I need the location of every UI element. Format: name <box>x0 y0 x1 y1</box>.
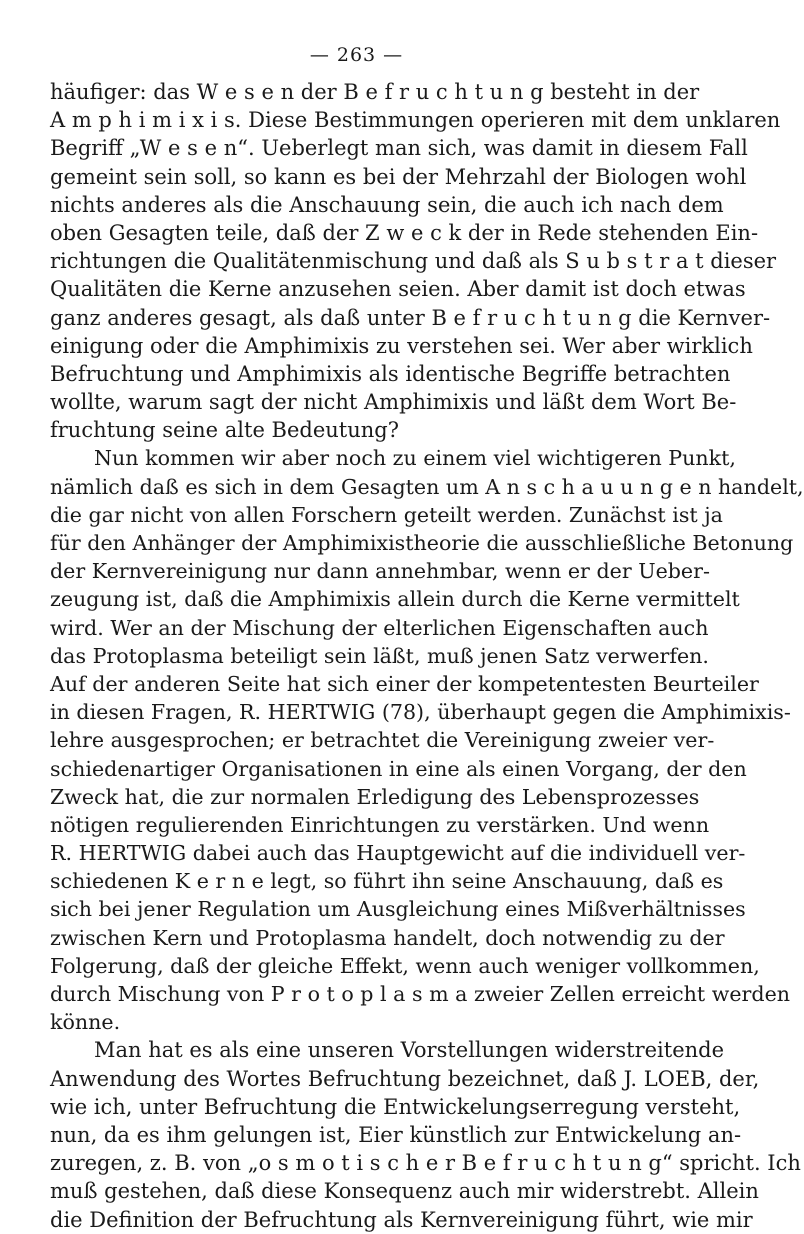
paragraph-1 <box>50 78 781 444</box>
text-line: sich bei jener Regulation um Ausgleichung eines Mißverhältnisses <box>50 897 746 922</box>
text-line: Auf der anderen Seite hat sich einer der kompetentesten Beurteiler <box>50 671 759 696</box>
text-line: Begriff „W e s e n“. Ueberlegt man sich, was damit in diesem Fall <box>50 136 748 161</box>
text-line: durch Mischung von P r o t o p l a s m a zweier Zellen erreicht werden <box>50 982 791 1006</box>
text-body <box>50 78 804 1234</box>
text-line: wird. Wer an der Mischung der elterlichen Eigenschaften auch <box>50 615 709 640</box>
text-line: zwischen Kern und Protoplasma handelt, doch notwendig zu der <box>50 925 725 950</box>
text-line: oben Gesagten teile, daß der Z w e c k der in Rede stehenden Ein- <box>50 220 759 245</box>
text-line: schiedenen K e r n e legt, so führt ihn seine Anschauung, daß es <box>50 869 724 894</box>
text-line: nämlich daß es sich in dem Gesagten um A n s c h a u u n g e n handelt, <box>50 474 804 499</box>
paragraph-3 <box>50 1036 801 1233</box>
text-line: Folgerung, daß der gleiche Effekt, wenn auch weniger vollkommen, <box>50 953 760 978</box>
text-line: häufiger: das W e s e n der B e f r u c h t u n g besteht in der <box>50 80 700 104</box>
text-line: Zweck hat, die zur normalen Erledigung des Lebensprozesses <box>50 784 700 809</box>
text-line: nichts anderes als die Anschauung sein, die auch ich nach dem <box>50 192 724 217</box>
text-line: zuregen, z. B. von „o s m o t i s c h e r B e f r u c h t u n g“ spricht. Ich <box>50 1151 801 1176</box>
page-number: — 263 — <box>309 44 404 66</box>
text-line: einigung oder die Amphimixis zu verstehen sei. Wer aber wirklich <box>50 333 753 358</box>
text-line: nötigen regulierenden Einrichtungen zu verstärken. Und wenn <box>50 812 710 837</box>
text-line: ganz anderes gesagt, als daß unter B e f r u c h t u n g die Kernver- <box>50 305 771 330</box>
text-line: zeugung ist, daß die Amphimixis allein durch die Kerne vermittelt <box>50 587 740 612</box>
text-line: könne. <box>50 1010 121 1035</box>
text-line: Befruchtung und Amphimixis als identische Begriffe betrachten <box>50 361 731 386</box>
text-line: das Protoplasma beteiligt sein läßt, muß jenen Satz verwerfen. <box>50 643 709 668</box>
text-line: der Kernvereinigung nur dann annehmbar, wenn er der Ueber- <box>50 559 710 584</box>
text-line: Nun kommen wir aber noch zu einem viel wichtigeren Punkt, <box>94 446 736 471</box>
text-line: schiedenartiger Organisationen in eine als einen Vorgang, der den <box>50 756 747 781</box>
text-line: gemeint sein soll, so kann es bei der Mehrzahl der Biologen wohl <box>50 164 747 189</box>
text-line: wollte, warum sagt der nicht Amphimixis und läßt dem Wort Be- <box>50 390 737 415</box>
text-line: für den Anhänger der Amphimixistheorie die ausschließliche Betonung <box>50 531 794 555</box>
text-line: Anwendung des Wortes Befruchtung bezeichnet, daß J. LOEB, der, <box>50 1066 760 1091</box>
text-line: in diesen Fragen, R. HERTWIG (78), überhaupt gegen die Amphimixis- <box>50 700 791 725</box>
text-line: die gar nicht von allen Forschern geteilt werden. Zunächst ist ja <box>50 502 723 527</box>
text-line: muß gestehen, daß diese Konsequenz auch mir widerstrebt. Allein <box>50 1179 759 1204</box>
text-line: Qualitäten die Kerne anzusehen seien. Aber damit ist doch etwas <box>50 277 746 302</box>
text-line: Man hat es als eine unseren Vorstellungen widerstreitende <box>94 1038 725 1063</box>
text-line: richtungen die Qualitätenmischung und daß als S u b s t r a t dieser <box>50 249 777 274</box>
paragraph-2 <box>50 444 804 1036</box>
text-line: nun, da es ihm gelungen ist, Eier künstlich zur Entwickelung an- <box>50 1122 742 1147</box>
text-line: A m p h i m i x i s. Diese Bestimmungen operieren mit dem unklaren <box>50 108 781 133</box>
text-line: R. HERTWIG dabei auch das Hauptgewicht auf die individuell ver- <box>50 841 746 866</box>
text-line: lehre ausgesprochen; er betrachtet die Vereinigung zweier ver- <box>50 728 715 753</box>
text-line: die Definition der Befruchtung als Kernvereinigung führt, wie mir <box>50 1207 753 1232</box>
text-line: wie ich, unter Befruchtung die Entwickelungserregung versteht, <box>50 1094 741 1119</box>
text-line: fruchtung seine alte Bedeutung? <box>50 418 400 443</box>
